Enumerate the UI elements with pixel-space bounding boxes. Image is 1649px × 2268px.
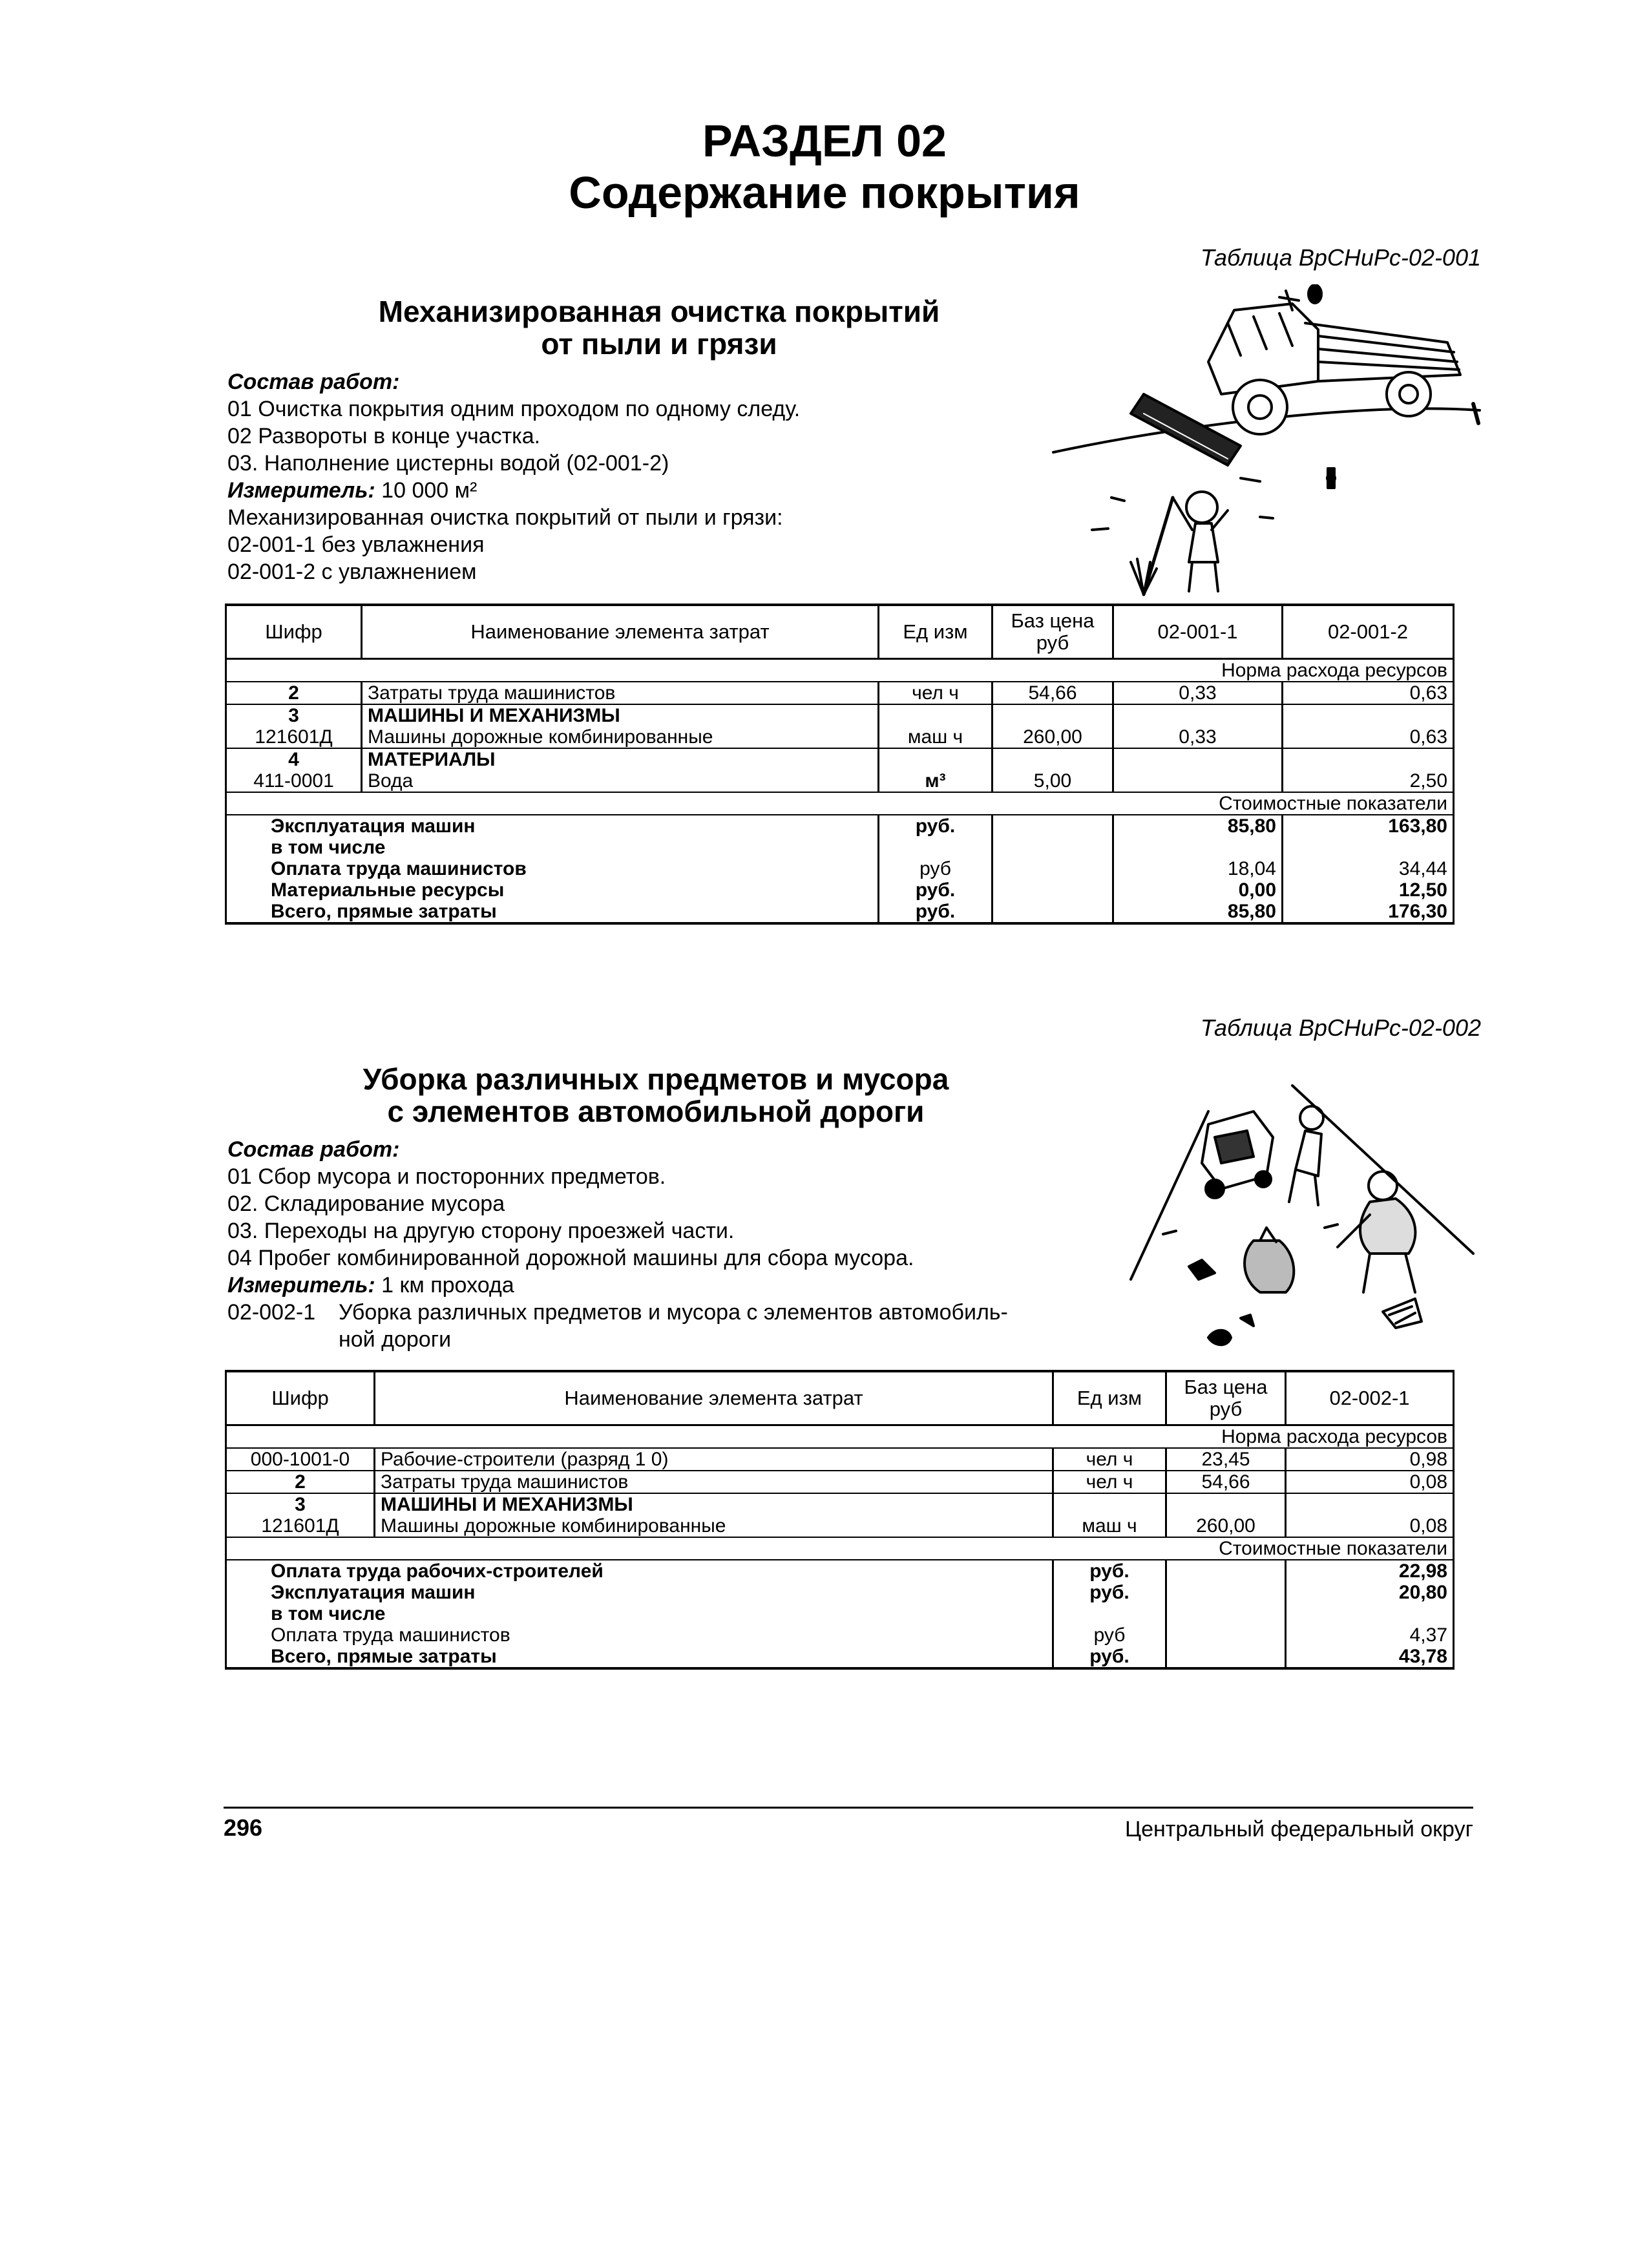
cost-name: Оплата труда машинистов <box>226 1624 1053 1646</box>
cost-value1: 85,80 <box>1113 901 1283 923</box>
cost-row <box>226 1560 1454 1582</box>
row-name: Затраты труда машинистов <box>362 682 879 704</box>
cost-name: Эксплуатация машин <box>226 1582 1053 1603</box>
cost-name: Всего, прямые затраты <box>226 1646 1053 1668</box>
row-value2 <box>1283 748 1454 770</box>
cost-unit: руб. <box>1053 1646 1166 1668</box>
cost-separator-row <box>226 792 1454 815</box>
footer-region: Центральный федеральный округ <box>1124 1817 1473 1842</box>
measure-line <box>227 1272 1132 1299</box>
cost-unit: руб. <box>879 879 993 901</box>
measure-label: Измеритель: <box>227 1273 375 1297</box>
variant-item: 02-001-2 с увлажнением <box>227 560 477 584</box>
cost-value1: 20,80 <box>1286 1582 1454 1603</box>
row-code: 3 <box>226 1493 375 1515</box>
table-row <box>226 704 1454 726</box>
header-price: Баз цена руб <box>1166 1371 1286 1425</box>
section-title: Содержание покрытия <box>569 167 1080 218</box>
row-name: Машины дорожные комбинированные <box>362 726 879 748</box>
header-col1: 02-001-1 <box>1113 605 1283 659</box>
table-row <box>226 1471 1454 1493</box>
row-price: 54,66 <box>993 682 1113 704</box>
norm-separator-row <box>226 659 1454 682</box>
row-price: 5,00 <box>993 770 1113 792</box>
row-name: МАШИНЫ И МЕХАНИЗМЫ <box>362 704 879 726</box>
table-row <box>226 748 1454 770</box>
row-value2: 0,63 <box>1283 726 1454 748</box>
work-item: 01 Очистка покрытия одним проходом по одному следу. <box>227 397 801 421</box>
table-heading-line1: Уборка различных предметов и мусора <box>362 1062 949 1096</box>
row-value2 <box>1283 704 1454 726</box>
header-col2: 02-001-2 <box>1283 605 1454 659</box>
row-name: Машины дорожные комбинированные <box>375 1515 1053 1537</box>
row-price: 23,45 <box>1166 1448 1286 1471</box>
row-value1: 0,08 <box>1286 1515 1454 1537</box>
cost-name: в том числе <box>226 837 879 858</box>
cost-unit: руб <box>1053 1624 1166 1646</box>
header-price: Баз цена руб <box>993 605 1113 659</box>
row-price <box>993 748 1113 770</box>
row-name: Затраты труда машинистов <box>375 1471 1053 1493</box>
header-name: Наименование элемента затрат <box>375 1371 1053 1425</box>
cost-value2: 163,80 <box>1283 815 1454 837</box>
table-header-row <box>226 605 1454 659</box>
debris-collection-illustration <box>1111 1073 1486 1357</box>
row-unit <box>879 704 993 726</box>
footer-divider <box>224 1807 1473 1809</box>
variant-item <box>227 1299 1132 1353</box>
row-code: 3 <box>226 704 362 726</box>
cost-row <box>226 1603 1454 1624</box>
cost-row <box>226 837 1454 858</box>
row-price <box>993 704 1113 726</box>
work-item: 01 Сбор мусора и посторонних предметов. <box>227 1164 666 1189</box>
row-unit <box>1053 1493 1166 1515</box>
cost-row <box>226 879 1454 901</box>
row-unit: чел ч <box>879 682 993 704</box>
cost-name: Эксплуатация машин <box>226 815 879 837</box>
cost-unit: руб. <box>879 815 993 837</box>
cost-row <box>226 858 1454 879</box>
measure-value: 10 000 м² <box>375 478 478 503</box>
cost-unit: руб <box>879 858 993 879</box>
header-col1: 02-002-1 <box>1286 1371 1454 1425</box>
work-item: 03. Переходы на другую сторону проезжей части. <box>227 1219 735 1243</box>
works-label: Состав работ: <box>227 370 400 394</box>
norm-separator-row <box>226 1425 1454 1449</box>
row-code: 000-1001-0 <box>226 1448 375 1471</box>
cost-unit: руб. <box>1053 1582 1166 1603</box>
row-price: 260,00 <box>1166 1515 1286 1537</box>
cost-value1: 4,37 <box>1286 1624 1454 1646</box>
row-unit: чел ч <box>1053 1471 1166 1493</box>
cost-row-total <box>226 1646 1454 1668</box>
variant-code: 02-002-1 <box>227 1300 316 1325</box>
work-item: 04 Пробег комбинированной дорожной машины для сбора мусора. <box>227 1246 914 1270</box>
cost-unit <box>879 837 993 858</box>
cost-name: Оплата труда машинистов <box>226 858 879 879</box>
cost-value1: 43,78 <box>1286 1646 1454 1668</box>
page-number: 296 <box>224 1814 263 1841</box>
row-unit: м³ <box>879 770 993 792</box>
variant-text-line2: ной дороги <box>339 1327 452 1352</box>
cost-row-total <box>226 901 1454 923</box>
row-value1: 0,98 <box>1286 1448 1454 1471</box>
table-row <box>226 1515 1454 1537</box>
table-row <box>226 1493 1454 1515</box>
cost-name: Материальные ресурсы <box>226 879 879 901</box>
row-price: 54,66 <box>1166 1471 1286 1493</box>
description: Механизированная очистка покрытий от пыли и грязи: <box>227 505 783 530</box>
row-code: 121601Д <box>226 1515 375 1537</box>
norm-label: Норма расхода ресурсов <box>1166 1425 1454 1449</box>
row-name: Рабочие-строители (разряд 1 0) <box>375 1448 1053 1471</box>
norm-label: Норма расхода ресурсов <box>1113 659 1454 682</box>
cost-row <box>226 815 1454 837</box>
row-code: 121601Д <box>226 726 362 748</box>
header-unit: Ед изм <box>879 605 993 659</box>
row-value1 <box>1113 748 1283 770</box>
row-code: 2 <box>226 1471 375 1493</box>
cost-value1 <box>1286 1603 1454 1624</box>
row-value1: 0,33 <box>1113 682 1283 704</box>
table-reference: Таблица ВрСНиРс-02-001 <box>1200 244 1481 271</box>
row-unit: чел ч <box>1053 1448 1166 1471</box>
cost-value2: 34,44 <box>1283 858 1454 879</box>
measure-label: Измеритель: <box>227 478 375 503</box>
table-row <box>226 726 1454 748</box>
cost-name: Оплата труда рабочих-строителей <box>226 1560 1053 1582</box>
cost-unit <box>1053 1603 1166 1624</box>
table-heading-line2: с элементов автомобильной дороги <box>387 1095 925 1128</box>
variant-item: 02-001-1 без увлажнения <box>227 532 485 557</box>
row-value2: 0,63 <box>1283 682 1454 704</box>
cost-value1: 85,80 <box>1113 815 1283 837</box>
row-name: Вода <box>362 770 879 792</box>
row-name: МАТЕРИАЛЫ <box>362 748 879 770</box>
cost-name: в том числе <box>226 1603 1053 1624</box>
works-block <box>227 368 800 585</box>
resource-cost-table <box>225 1370 1455 1670</box>
cost-row <box>226 1582 1454 1603</box>
cost-value2: 12,50 <box>1283 879 1454 901</box>
row-value2: 2,50 <box>1283 770 1454 792</box>
cost-value1: 22,98 <box>1286 1560 1454 1582</box>
row-price: 260,00 <box>993 726 1113 748</box>
cost-separator-row <box>226 1537 1454 1560</box>
cost-value1: 18,04 <box>1113 858 1283 879</box>
row-code: 2 <box>226 682 362 704</box>
cost-value2: 176,30 <box>1283 901 1454 923</box>
row-value1: 0,33 <box>1113 726 1283 748</box>
works-label: Состав работ: <box>227 1137 400 1162</box>
variant-text <box>339 1299 1008 1353</box>
section-number: РАЗДЕЛ 02 <box>702 116 947 166</box>
row-value1: 0,08 <box>1286 1471 1454 1493</box>
row-value1 <box>1286 1493 1454 1515</box>
row-price <box>1166 1493 1286 1515</box>
resource-cost-table <box>225 604 1455 925</box>
header-code: Шифр <box>226 605 362 659</box>
table-header-row <box>226 1371 1454 1425</box>
row-value1 <box>1113 704 1283 726</box>
header-code: Шифр <box>226 1371 375 1425</box>
row-value1 <box>1113 770 1283 792</box>
table-reference: Таблица ВрСНиРс-02-002 <box>1200 1014 1481 1041</box>
header-name: Наименование элемента затрат <box>362 605 879 659</box>
measure-value: 1 км прохода <box>375 1273 514 1297</box>
cost-unit: руб. <box>879 901 993 923</box>
work-item: 03. Наполнение цистерны водой (02-001-2) <box>227 451 669 476</box>
works-block <box>227 1136 1132 1353</box>
row-unit <box>879 748 993 770</box>
cost-unit: руб. <box>1053 1560 1166 1582</box>
row-unit: маш ч <box>1053 1515 1166 1537</box>
table-row <box>226 682 1454 704</box>
measure-line <box>227 477 800 504</box>
table-row <box>226 770 1454 792</box>
cost-label: Стоимостные показатели <box>1166 1537 1454 1560</box>
table-heading-line2: от пыли и грязи <box>541 327 777 361</box>
cost-row <box>226 1624 1454 1646</box>
table-heading-line1: Механизированная очистка покрытий <box>378 295 940 328</box>
work-item: 02. Складирование мусора <box>227 1192 505 1216</box>
sweeper-illustration <box>1047 284 1486 607</box>
row-name: МАШИНЫ И МЕХАНИЗМЫ <box>375 1493 1053 1515</box>
cost-label: Стоимостные показатели <box>1113 792 1454 815</box>
variant-text-line1: Уборка различных предметов и мусора с элементов автомобиль- <box>339 1300 1008 1325</box>
cost-value2 <box>1283 837 1454 858</box>
cost-value1: 0,00 <box>1113 879 1283 901</box>
table-row <box>226 1448 1454 1471</box>
work-item: 02 Развороты в конце участка. <box>227 424 541 448</box>
row-code: 4 <box>226 748 362 770</box>
cost-value1 <box>1113 837 1283 858</box>
header-unit: Ед изм <box>1053 1371 1166 1425</box>
row-code: 411-0001 <box>226 770 362 792</box>
cost-name: Всего, прямые затраты <box>226 901 879 923</box>
row-unit: маш ч <box>879 726 993 748</box>
